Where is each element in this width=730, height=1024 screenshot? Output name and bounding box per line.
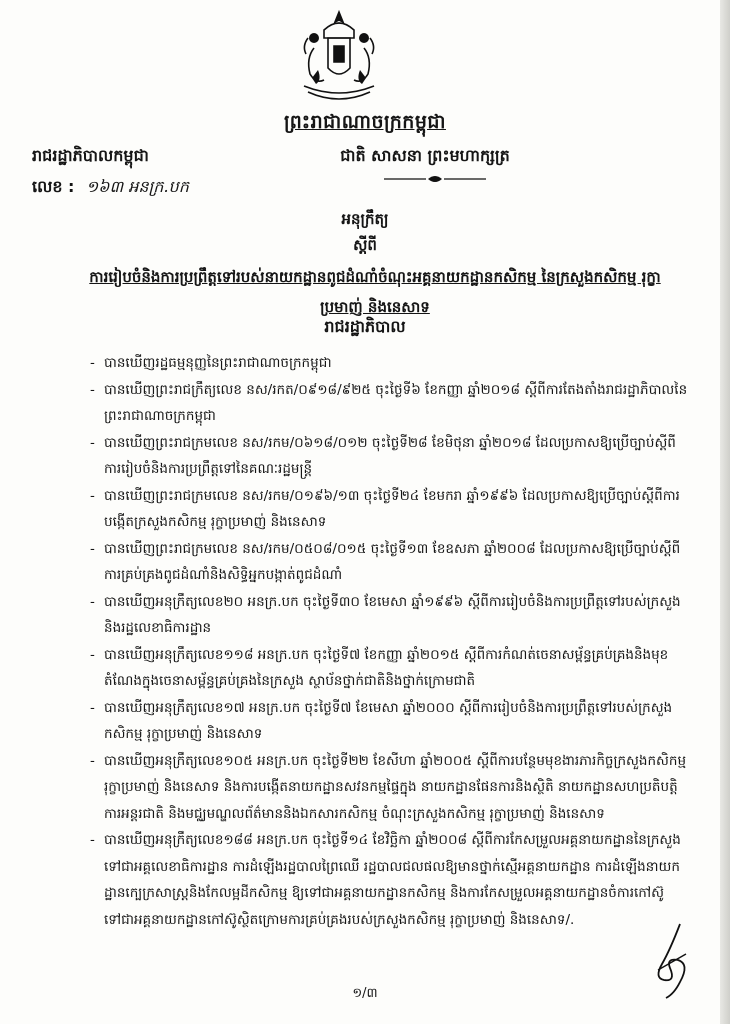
motto-divider-ornament <box>380 172 490 186</box>
page-number: ១/៣ <box>352 986 378 1001</box>
list-item: - បានឃើញអនុក្រឹត្យលេខ១៧ អនក្រ.បក ចុះថ្ងៃទី៧ ខែមេសា ឆ្នាំ២០០០ ស្តីពីការរៀបចំនិងការប្រព្រឹត្តទៅរបស់ក្រសួងកសិកម្ម រុក្ខាប្រមាញ់ និងនេសាទ <box>90 695 690 748</box>
reference-number <box>32 176 189 200</box>
reference-value: ១៦៣ អនក្រ.បក <box>86 177 189 196</box>
list-item: - បានឃើញរដ្ឋធម្មនុញ្ញនៃព្រះរាជាណាចក្រកម្ពុជា <box>90 350 690 377</box>
kingdom-heading: ព្រះរាជាណាចក្រកម្ពុជា <box>284 111 446 133</box>
list-item: - បានឃើញអនុក្រឹត្យលេខ២០ អនក្រ.បក ចុះថ្ងៃទី៣០ ខែមេសា ឆ្នាំ១៩៩៦ ស្តីពីការរៀបចំនិងការប្រព្រឹត្តទៅរបស់ក្រសួងនិងរដ្ឋលេខាធិការដ្ឋាន <box>90 589 690 642</box>
about-label: ស្តីពី <box>353 236 377 254</box>
government-label: រាជរដ្ឋាភិបាលកម្ពុជា <box>32 146 149 165</box>
list-item: - បានឃើញព្រះរាជក្រមលេខ នស/រកម/០៦១៨/០១២ ចុះថ្ងៃទី២៨ ខែមិថុនា ឆ្នាំ២០១៨ ដែលប្រកាសឱ្យប្រើច្បាប់ស្តីពីការរៀបចំនិងការប្រព្រឹត្តទៅនៃគណៈរដ្ឋមន្ត្រី <box>90 430 690 483</box>
national-motto: ជាតិ សាសនា ព្រះមហាក្សត្រ <box>340 146 510 165</box>
royal-coat-of-arms-icon <box>294 8 384 108</box>
list-item: - បានឃើញព្រះរាជក្រមលេខ នស/រកម/០៥០៨/០១៥ ចុះថ្ងៃទី១៣ ខែឧសភា ឆ្នាំ២០០៨ ដែលប្រកាសឱ្យប្រើច្បាប់ស្តីពីការគ្រប់គ្រងពូជដំណាំនិងសិទ្ធិអ្នកបង្កាត់ពូជដំណាំ <box>90 536 690 589</box>
list-item: - បានឃើញព្រះរាជក្រឹត្យលេខ នស/រកត/០៩១៨/៩២៥ ចុះថ្ងៃទី៦ ខែកញ្ញា ឆ្នាំ២០១៨ ស្តីពីការតែងតាំងរាជរដ្ឋាភិបាលនៃព្រះរាជាណាចក្រកម្ពុជា <box>90 377 690 430</box>
list-item: - បានឃើញអនុក្រឹត្យលេខ១០៥ អនក្រ.បក ចុះថ្ងៃទី២២ ខែសីហា ឆ្នាំ២០០៥ ស្តីពីការបន្ថែមមុខងារភារកិច្ចក្រសួងកសិកម្ម រុក្ខាប្រមាញ់ និងនេសាទ និងការបង្កើតនាយកដ្ឋានសវនកម្មផ្ទៃក្នុង នាយកដ្ឋានផែនការនិងស្ថិតិ នាយកដ្ឋានសហប្រតិបត្តិការអន្តរជាតិ និងមជ្ឈមណ្ឌលព័ត៌មាននិងឯកសារកសិកម្ម ចំណុះក្រសួងកសិកម្ម រុក្ខាប្រមាញ់ និងនេសាទ <box>90 748 690 828</box>
document-type-title: អនុក្រឹត្យ <box>341 210 389 228</box>
list-item: - បានឃើញអនុក្រឹត្យលេខ១៨៨ អនក្រ.បក ចុះថ្ងៃទី១៤ ខែវិច្ឆិកា ឆ្នាំ២០០៨ ស្តីពីការកែសម្រួលអគ្គនាយកដ្ឋាននៃក្រសួងទៅជាអគ្គលេខាធិការដ្ឋាន ការដំឡើងរដ្ឋបាលព្រៃឈើ រដ្ឋបាលជលផលឱ្យមានថ្នាក់ស្មើអគ្គនាយកដ្ឋាន ការដំឡើងនាយកដ្ឋានក្បេក្រសាស្ត្រនិងកែលម្អដីកសិកម្ម ឱ្យទៅជាអគ្គនាយកដ្ឋានកសិកម្ម និងការកែសម្រួលអគ្គនាយកដ្ឋានចំការកៅស៊ូទៅជាអគ្គនាយកដ្ឋានកៅស៊ូស្ថិតក្រោមការគ្រប់គ្រងរបស់ក្រសួងកសិកម្ម រុក្ខាប្រមាញ់ និងនេសាទ/. <box>90 827 690 933</box>
list-item: - បានឃើញអនុក្រឹត្យលេខ១១៨ អនក្រ.បក ចុះថ្ងៃទី៧ ខែកញ្ញា ឆ្នាំ២០១៥ ស្តីពីការកំណត់ចេនាសម្ព័ន្ធគ្រប់គ្រងនិងមុខតំណែងក្នុងចេនាសម្ព័ន្ធគ្រប់គ្រងនៃក្រសួង ស្ថាប័នថ្នាក់ជាតិនិងថ្នាក់ក្រោមជាតិ <box>90 642 690 695</box>
considerations-list <box>90 350 690 933</box>
reference-label: លេខ : <box>32 177 75 196</box>
issuer-heading: រាជរដ្ឋាភិបាល <box>324 317 406 336</box>
document-subject: ការរៀបចំនិងការប្រព្រឹត្តទៅរបស់នាយកដ្ឋានពូជដំណាំចំណុះអគ្គនាយកដ្ឋានកសិកម្ម នៃក្រសួងកសិកម្ម រុក្ខាប្រមាញ់ និងនេសាទ <box>89 268 661 316</box>
list-item: - បានឃើញព្រះរាជក្រមលេខ នស/រកម/០១៩៦/១៣ ចុះថ្ងៃទី២៤ ខែមករា ឆ្នាំ១៩៩៦ ដែលប្រកាសឱ្យប្រើច្បាប់ស្តីពីការបង្កើតក្រសួងកសិកម្ម រុក្ខាប្រមាញ់ និងនេសាទ <box>90 483 690 536</box>
